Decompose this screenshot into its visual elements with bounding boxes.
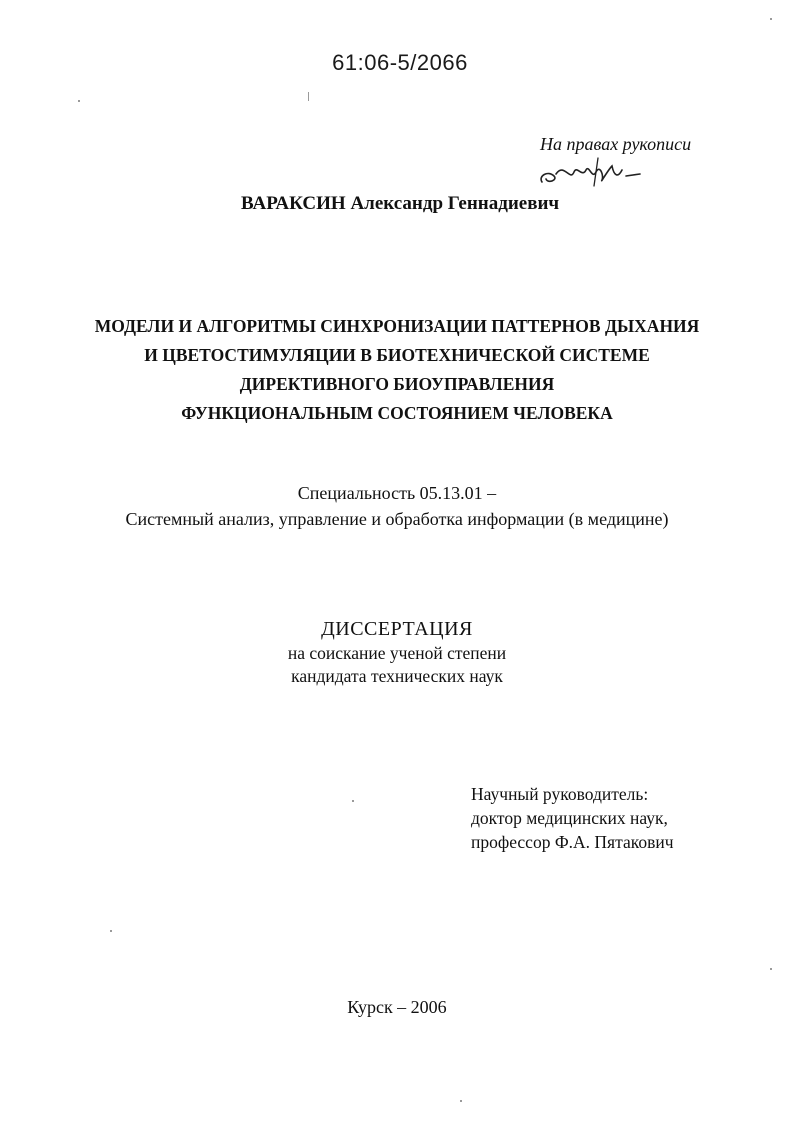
signature-image [534, 152, 654, 197]
author-surname: ВАРАКСИН [241, 193, 346, 214]
specialty-name: Системный анализ, управление и обработка информации (в медицине) [125, 509, 669, 529]
city-year: Курск – 2006 [347, 997, 447, 1017]
degree-block [0, 642, 794, 688]
supervisor-block [471, 782, 771, 854]
degree-line-1: на соискание ученой степени [287, 643, 507, 663]
scan-speck [770, 18, 772, 20]
title-line-2: И ЦВЕТОСТИМУЛЯЦИИ В БИОТЕХНИЧЕСКОЙ СИСТЕМЕ [144, 345, 650, 365]
scan-speck [460, 1100, 462, 1102]
signature-icon [534, 152, 654, 192]
degree-line-2: кандидата технических наук [291, 666, 503, 686]
specialty-code: Специальность 05.13.01 – [297, 483, 497, 503]
title-line-4: ФУНКЦИОНАЛЬНЫМ СОСТОЯНИЕМ ЧЕЛОВЕКА [181, 403, 613, 423]
title-line-1: МОДЕЛИ И АЛГОРИТМЫ СИНХРОНИЗАЦИИ ПАТТЕРНОВ ДЫХАНИЯ [94, 316, 700, 336]
supervisor-label: Научный руководитель: [471, 784, 649, 804]
specialty-block [0, 480, 794, 532]
scan-speck [78, 100, 80, 102]
manuscript-rights-label: На правах рукописи [540, 134, 692, 154]
dissertation-title [0, 312, 794, 428]
dissertation-heading: ДИССЕРТАЦИЯ [321, 618, 473, 640]
scan-speck [308, 92, 309, 101]
archive-code: 61:06-5/2066 [332, 50, 468, 75]
supervisor-degree: доктор медицинских наук, [471, 808, 668, 828]
author-given-names: Александр Геннадиевич [350, 193, 560, 214]
scan-speck [770, 968, 772, 970]
author-name [241, 193, 661, 215]
scan-speck [110, 930, 112, 932]
supervisor-name: профессор Ф.А. Пятакович [471, 832, 674, 852]
title-line-3: ДИРЕКТИВНОГО БИОУПРАВЛЕНИЯ [239, 374, 555, 394]
scan-speck [352, 800, 354, 802]
